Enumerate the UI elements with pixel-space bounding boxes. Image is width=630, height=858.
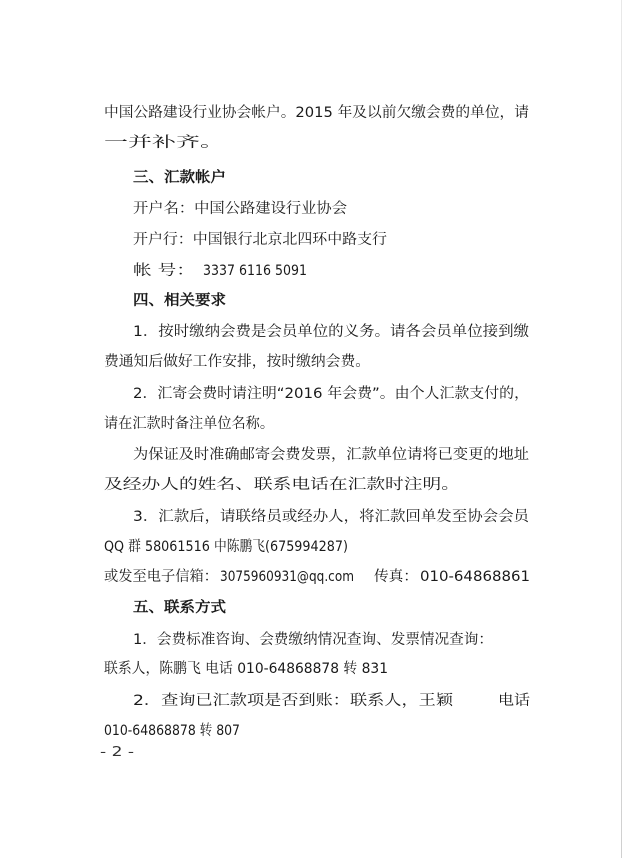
continuation-line-1: 中国公路建设行业协会帐户。2015 年及以前欠缴会费的单位，请	[104, 105, 529, 121]
contact-1-line-2: 联系人，陈鹏飞 电话 010-64868878 转 831	[104, 661, 388, 677]
account-number: 3337 6116 5091	[203, 263, 307, 279]
requirement-3-qq-line: QQ 群 58061516 中陈鹏飞(675994287)	[104, 539, 348, 555]
requirement-1-line-2: 费通知后做好工作安排，按时缴纳会费。	[104, 354, 370, 370]
fax-number: 010-64868861	[420, 569, 530, 585]
email-label: 或发至电子信箱：	[104, 569, 218, 585]
section-4-heading: 四、相关要求	[133, 293, 226, 309]
contact-2-phone-label: 电话	[498, 693, 530, 709]
requirement-1-line-1: 1．按时缴纳会费是会员单位的义务。请各会员单位接到缴	[133, 324, 529, 340]
scan-edge-line	[621, 0, 622, 858]
section-3-heading: 三、汇款帐户	[133, 170, 226, 186]
invoice-note-line-1: 为保证及时准确邮寄会费发票，汇款单位请将已变更的地址	[133, 447, 529, 463]
contact-1-line-1: 1．会费标准咨询、会费缴纳情况查询、发票情况查询：	[133, 632, 494, 648]
contact-2-line-2: 010-64868878 转 807	[104, 723, 240, 739]
account-number-label: 帐 号：	[133, 263, 195, 279]
email-address: 3075960931@qq.com	[220, 569, 354, 585]
account-name-line: 开户名：中国公路建设行业协会	[133, 201, 347, 217]
requirement-2-line-1: 2．汇寄会费时请注明“2016 年会费”。由个人汇款支付的，	[133, 386, 529, 402]
page-number: - 2 -	[100, 745, 134, 760]
fax-label: 传真：	[374, 569, 418, 585]
invoice-note-line-2: 及经办人的姓名、联系电话在汇款时注明。	[104, 477, 460, 493]
requirement-2-line-2: 请在汇款时备注单位名称。	[104, 416, 274, 432]
contact-2-line-1: 2．查询已汇款项是否到账：联系人，王颖	[133, 693, 453, 709]
bank-line: 开户行：中国银行北京北四环中路支行	[133, 232, 387, 248]
section-5-heading: 五、联系方式	[133, 600, 226, 616]
continuation-line-2: 一并补齐。	[104, 135, 224, 151]
requirement-3-line-1: 3．汇款后，请联络员或经办人，将汇款回单发至协会会员	[133, 509, 529, 525]
